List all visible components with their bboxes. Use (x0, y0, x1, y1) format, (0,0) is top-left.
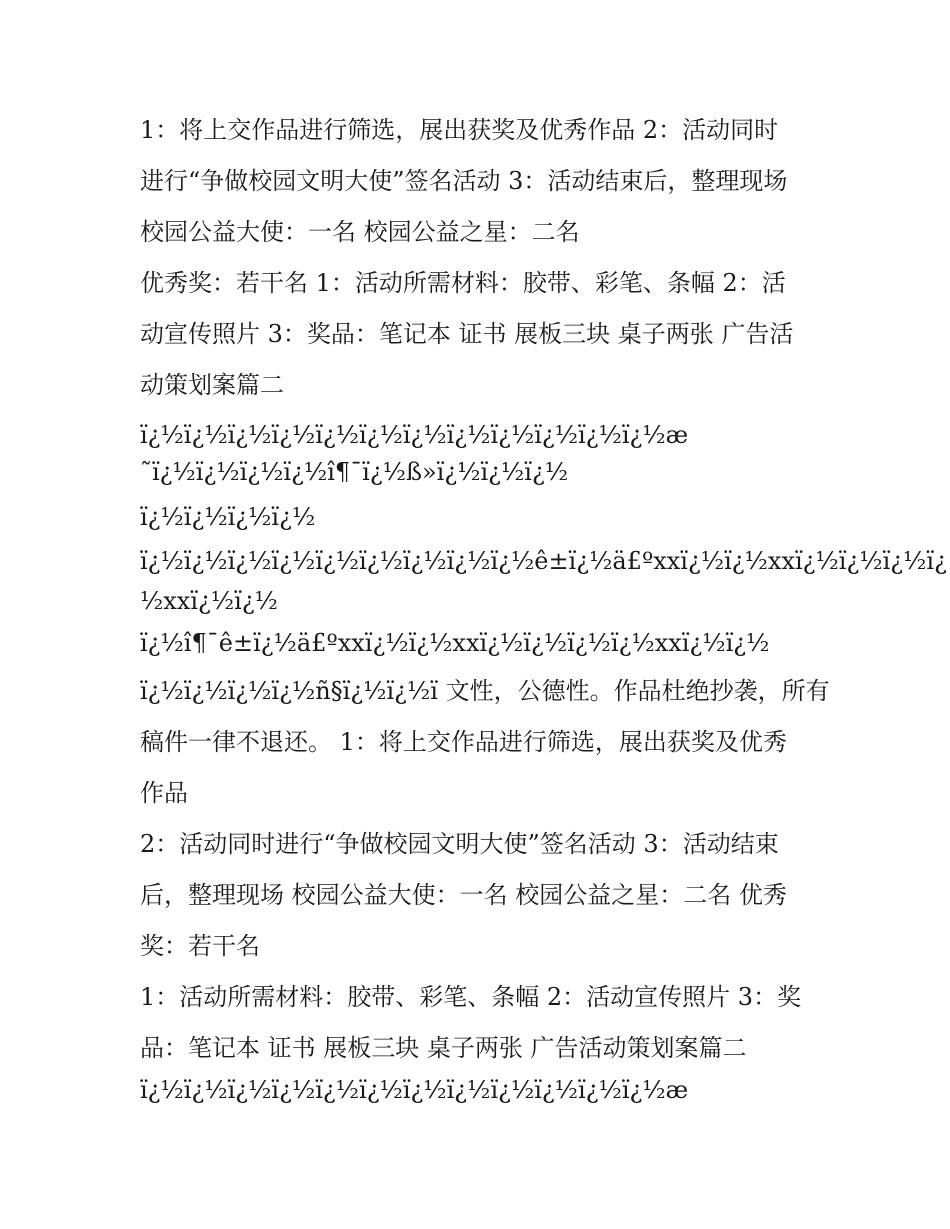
text-line: ï¿½ï¿½ï¿½ï¿½ (140, 503, 316, 531)
text-line: ï¿½ï¿½ï¿½ï¿½ï¿½ï¿½ï¿½ï¿½ï¿½ï¿½ï¿½ï¿½æ (140, 1076, 689, 1104)
text-line: 动策划案篇二 (140, 371, 284, 399)
text-line: 动宣传照片 3：奖品：笔记本 证书 展板三块 桌子两张 广告活 (140, 320, 794, 348)
text-line: ï¿½ï¿½ï¿½ï¿½ï¿½ï¿½ï¿½ï¿½ï¿½ê±ï¿½ä£ºxxï¿½ï¿½xxï¿½ï¿½ï¿½ï¿ (140, 547, 947, 575)
text-line: ï¿½ï¿½ï¿½ï¿½ñ§ï¿½ï¿½ï 文性，公德性。作品杜绝抄袭，所有 (140, 677, 830, 705)
text-line: 1：将上交作品进行筛选，展出获奖及优秀作品 2：活动同时 (140, 116, 779, 144)
text-line: ˜ï¿½ï¿½ï¿½ï¿½î¶¯ï¿½ß»ï¿½ï¿½ï¿½ (140, 458, 569, 486)
text-line: 2：活动同时进行“争做校园文明大使”签名活动 3：活动结束 (140, 830, 779, 858)
text-line: 奖：若干名 (140, 932, 260, 960)
text-line: 稿件一律不退还。 1：将上交作品进行筛选，展出获奖及优秀 (140, 728, 787, 756)
text-line: ½xxï¿½ï¿½ (140, 587, 278, 615)
text-line: 作品 (140, 779, 188, 807)
text-line: ï¿½î¶¯ê±ï¿½ä£ºxxï¿½ï¿½xxï¿½ï¿½ï¿½ï¿½xxï¿½ï¿½ (140, 629, 770, 657)
text-line: 1：活动所需材料：胶带、彩笔、条幅 2：活动宣传照片 3：奖 (140, 983, 802, 1011)
text-line: 品：笔记本 证书 展板三块 桌子两张 广告活动策划案篇二 (140, 1034, 747, 1062)
text-line: 校园公益大使：一名 校园公益之星：二名 (140, 218, 580, 246)
text-line: 后，整理现场 校园公益大使：一名 校园公益之星：二名 优秀 (140, 881, 787, 909)
text-line: 优秀奖：若干名 1：活动所需材料：胶带、彩笔、条幅 2：活 (140, 269, 786, 297)
text-line: 进行“争做校园文明大使”签名活动 3：活动结束后，整理现场 (140, 167, 788, 195)
text-line: ï¿½ï¿½ï¿½ï¿½ï¿½ï¿½ï¿½ï¿½ï¿½ï¿½ï¿½ï¿½æ (140, 421, 689, 449)
